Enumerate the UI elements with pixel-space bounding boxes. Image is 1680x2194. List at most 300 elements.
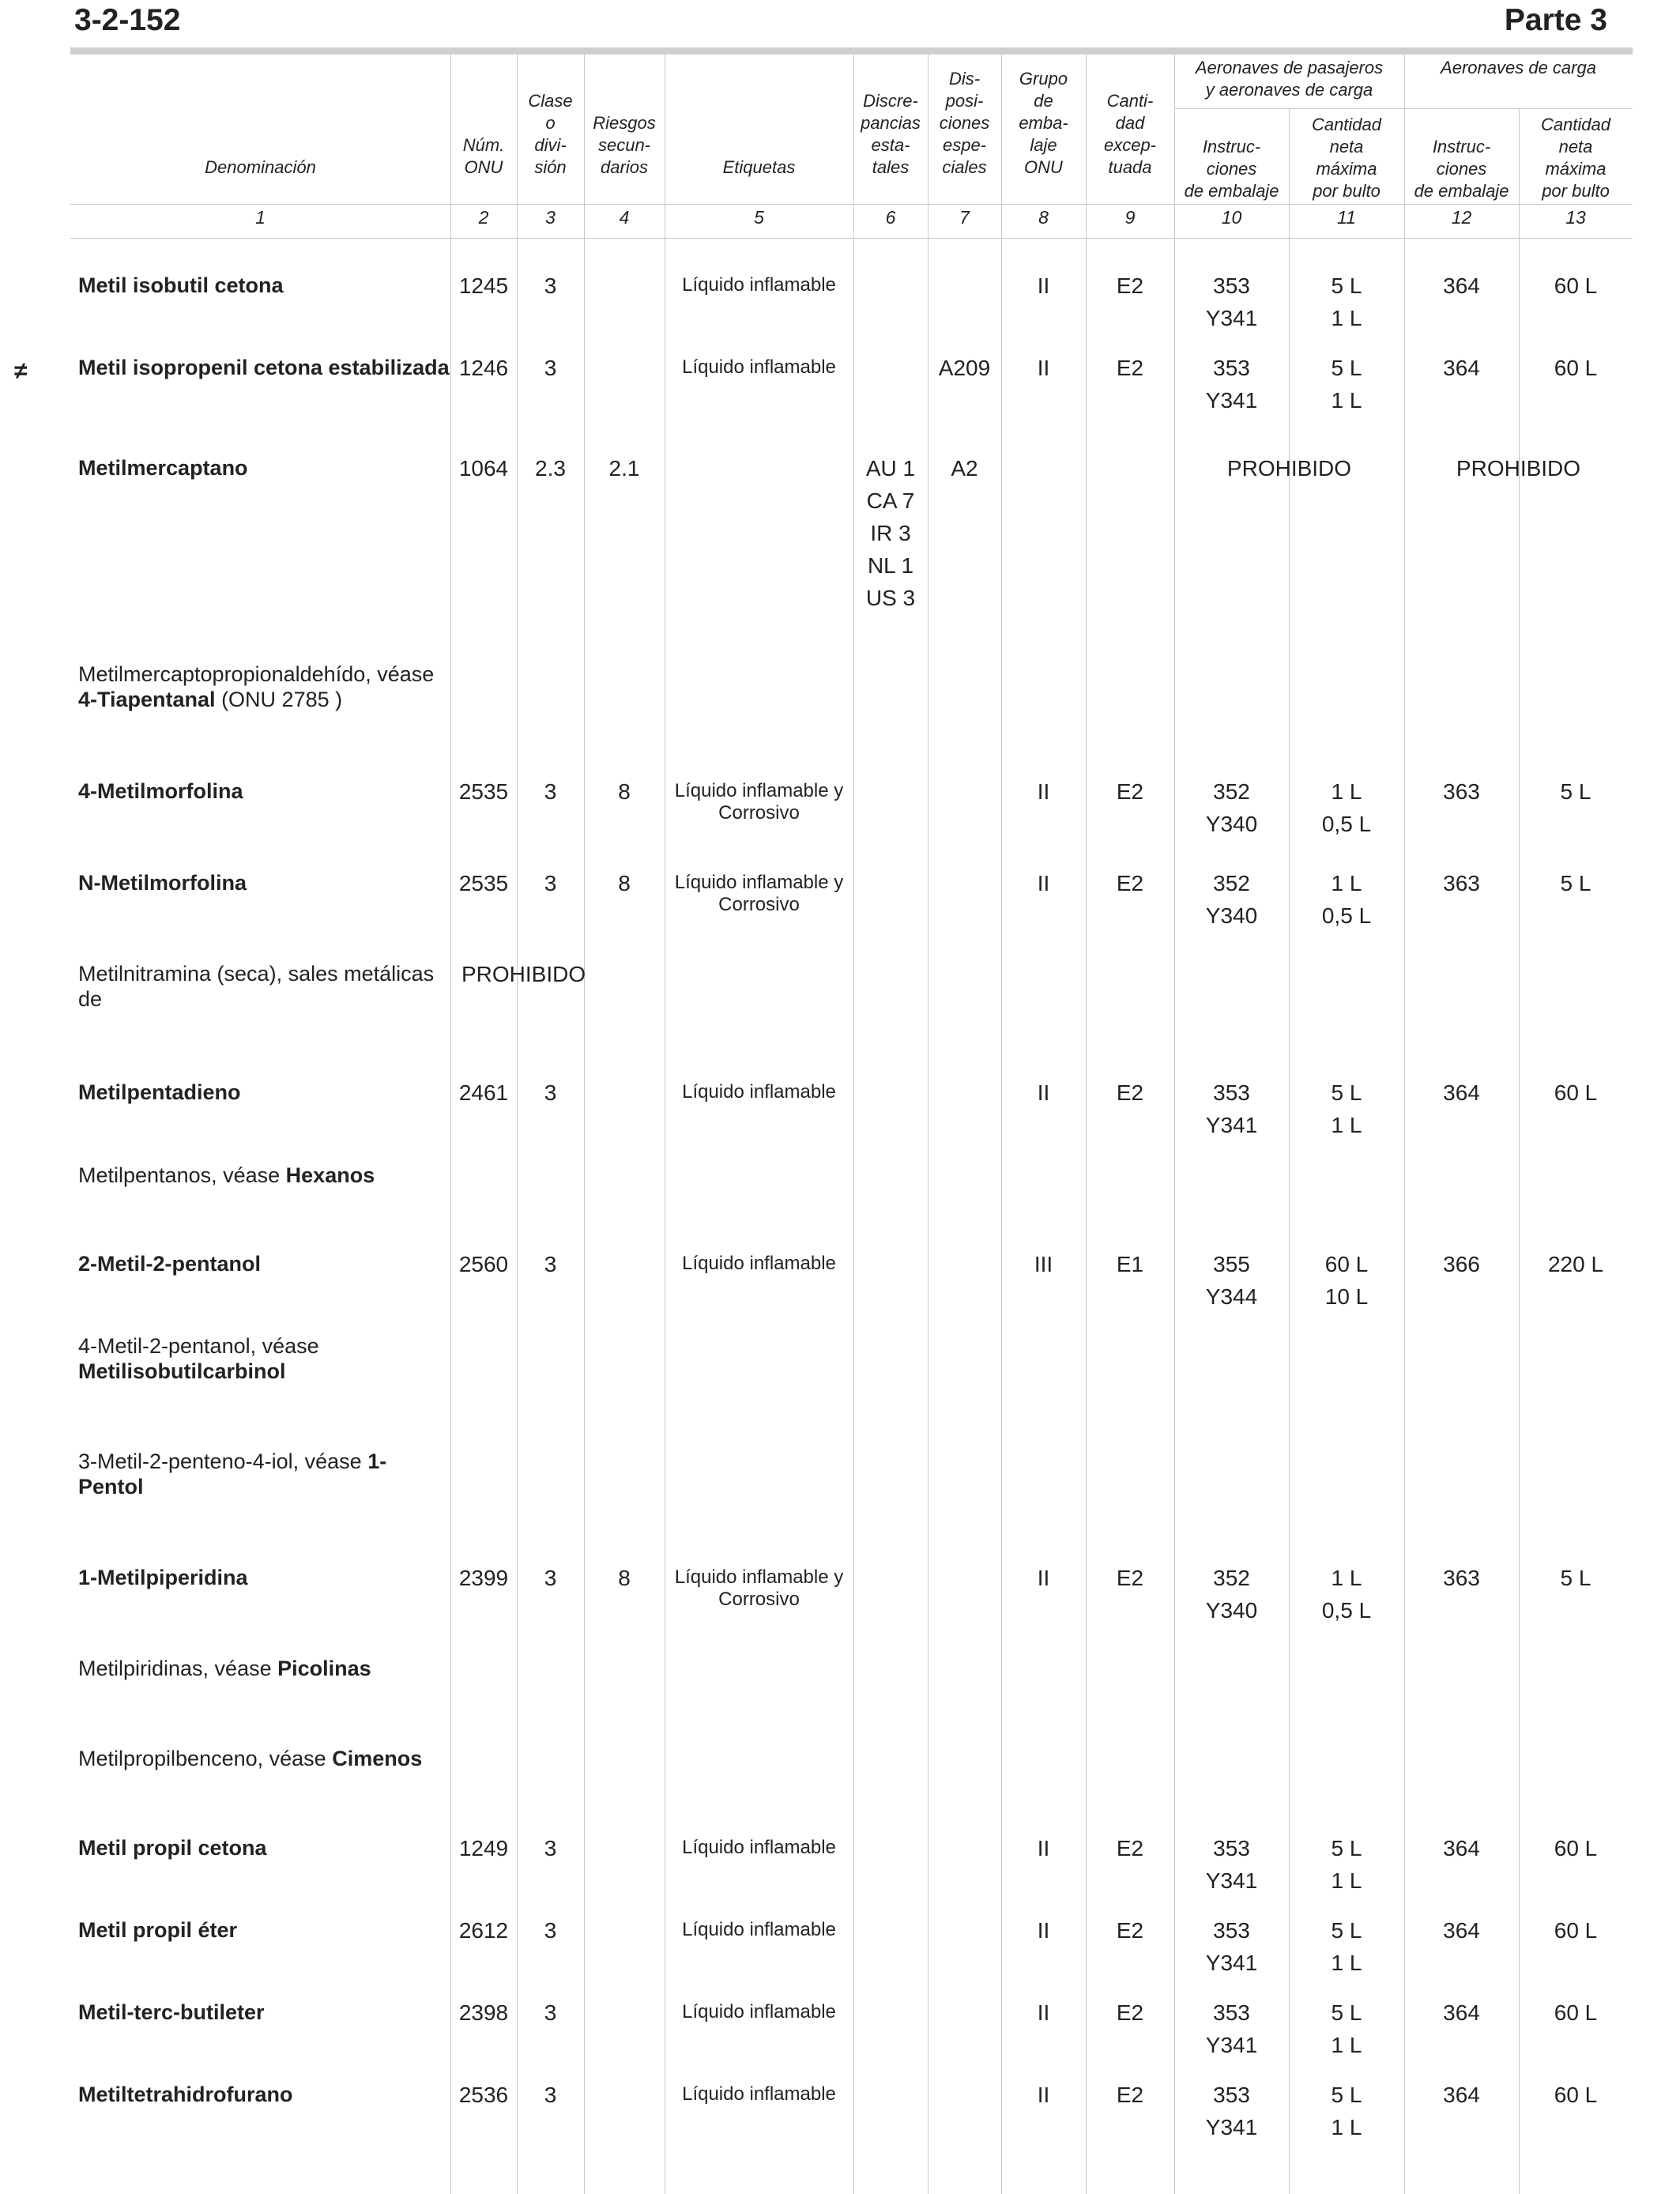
substance-name-bold: Cimenos xyxy=(332,1747,423,1770)
cell-line: 5 L xyxy=(1331,273,1362,298)
cell-line: E2 xyxy=(1116,2000,1144,2025)
cell-line: 2535 xyxy=(458,779,509,804)
cell-line: 5 L xyxy=(1331,1918,1362,1943)
cell-line: 3 xyxy=(544,273,557,298)
header-line: espe- xyxy=(942,135,987,155)
header-line: laje xyxy=(1030,135,1057,155)
cell-line: 1 L xyxy=(1331,2115,1362,2139)
onu-number xyxy=(450,1996,517,2029)
cargo-packing-instruction xyxy=(1404,1914,1519,1947)
class-division xyxy=(517,1832,584,1864)
cell-line: E2 xyxy=(1116,2083,1144,2107)
cell-line: E2 xyxy=(1116,1918,1144,1943)
column-number: 6 xyxy=(885,207,896,228)
substance-name xyxy=(78,355,450,380)
hazard-label: Líquido inflamable xyxy=(682,1837,836,1858)
cell-line: 2461 xyxy=(458,1080,509,1105)
header-line: de embalaje xyxy=(1414,181,1509,201)
substance-name xyxy=(78,1251,450,1276)
cell-line: US 3 xyxy=(865,586,916,610)
cell-line: 3 xyxy=(544,1836,557,1860)
cell-line: E2 xyxy=(1116,1566,1144,1590)
substance-name-bold: 1-Pentol xyxy=(78,1449,387,1498)
header-line: Núm. xyxy=(462,135,505,155)
cell-line: AU 1 xyxy=(865,456,916,481)
hazard-label: Líquido inflamable xyxy=(682,2001,836,2022)
header-line: Cantidad xyxy=(1311,115,1382,134)
column-divider xyxy=(1519,108,1520,2194)
header-disposiciones xyxy=(928,57,1001,179)
packing-group xyxy=(1001,1248,1086,1280)
cell-line: 3 xyxy=(544,1918,557,1943)
cell-line: 5 L xyxy=(1331,356,1362,380)
substance-name-bold: Metiltetrahidrofurano xyxy=(78,2083,293,2106)
header-line: Discre- xyxy=(863,91,918,111)
substance-name-bold: 4-Tiapentanal xyxy=(78,688,216,711)
excepted-quantity xyxy=(1086,1996,1174,2029)
substance-name xyxy=(78,1163,450,1188)
cell-line: 3 xyxy=(544,2083,557,2107)
header-line: Instruc- xyxy=(1202,137,1261,156)
class-division xyxy=(517,270,584,302)
cargo-max-quantity xyxy=(1519,1914,1633,1947)
cell-line: 3 xyxy=(544,1252,557,1276)
column-number: 8 xyxy=(1038,207,1049,228)
header-line: Aeronaves de pasajeros xyxy=(1195,58,1384,77)
excepted-quantity xyxy=(1086,867,1174,899)
passenger-max-quantity xyxy=(1289,2079,1404,2143)
cell-line: II xyxy=(1037,779,1050,804)
cargo-max-quantity xyxy=(1519,1996,1633,2029)
cell-line: 353 xyxy=(1213,1836,1250,1860)
cell-line: 363 xyxy=(1443,1566,1480,1590)
excepted-quantity xyxy=(1086,1914,1174,1947)
onu-number xyxy=(450,452,517,484)
cell-line: 1 L xyxy=(1331,306,1362,330)
column-number: 1 xyxy=(255,207,266,228)
class-division xyxy=(517,867,584,899)
header-line: neta xyxy=(1329,137,1364,156)
cell-line: 352 xyxy=(1213,779,1250,804)
class-division xyxy=(517,1248,584,1280)
substance-name xyxy=(78,1565,450,1590)
cell-line: 3 xyxy=(544,1080,557,1105)
substance-name-bold: Metilpentadieno xyxy=(78,1080,241,1104)
cargo-packing-instruction xyxy=(1404,1832,1519,1864)
substance-name-bold: Metilmercaptano xyxy=(78,456,248,480)
hazard-label: Líquido inflamable xyxy=(682,1081,836,1103)
header-line: por bulto xyxy=(1313,181,1381,201)
class-division xyxy=(517,1914,584,1947)
header-line: Instruc- xyxy=(1432,137,1491,156)
class-division xyxy=(517,2079,584,2111)
onu-number xyxy=(450,2079,517,2111)
passenger-packing-instruction xyxy=(1174,775,1289,840)
header-line: dad xyxy=(1115,113,1145,133)
header-line: ciones xyxy=(1206,159,1257,179)
cell-line: 8 xyxy=(618,779,631,804)
substance-name-bold: Metilisobutilcarbinol xyxy=(78,1359,286,1383)
cell-line: 2399 xyxy=(458,1566,509,1590)
cell-line: 220 L xyxy=(1547,1252,1604,1276)
cell-line: 353 xyxy=(1213,273,1250,298)
substance-name-bold: Hexanos xyxy=(285,1163,375,1187)
header-line: Etiquetas xyxy=(722,157,796,177)
cell-line: 3 xyxy=(544,871,557,895)
cell-line: 1 L xyxy=(1331,1951,1362,1975)
column-number: 5 xyxy=(754,207,764,228)
subsidiary-risk xyxy=(584,452,665,484)
cell-line: II xyxy=(1037,356,1050,380)
substance-name-bold: 2-Metil-2-pentanol xyxy=(78,1252,262,1276)
cargo-packing-instruction xyxy=(1404,1996,1519,2029)
cell-line: 2535 xyxy=(458,871,509,895)
cell-line: Y341 xyxy=(1205,1951,1258,1975)
excepted-quantity xyxy=(1086,352,1174,384)
column-number: 9 xyxy=(1124,207,1136,228)
substance-name xyxy=(78,662,450,712)
substance-name xyxy=(78,961,450,1012)
cell-line: 5 L xyxy=(1560,871,1591,895)
cell-line: 364 xyxy=(1443,1918,1480,1943)
cell-line: 352 xyxy=(1213,871,1250,895)
substance-name xyxy=(78,2000,450,2025)
column-number: 11 xyxy=(1337,207,1356,228)
class-division xyxy=(517,352,584,384)
header-num-onu xyxy=(450,57,517,179)
substance-name-bold: Metil isopropenil cetona estabilizada xyxy=(78,356,450,379)
special-provisions xyxy=(928,452,1001,484)
cargo-max-quantity xyxy=(1519,2079,1633,2111)
excepted-quantity xyxy=(1086,1562,1174,1594)
cell-line: E2 xyxy=(1116,1836,1144,1860)
cell-line: E2 xyxy=(1116,273,1144,298)
header-discrepancias xyxy=(853,57,928,179)
header-line: ciones xyxy=(1436,159,1487,179)
cell-line: 1 L xyxy=(1331,779,1362,804)
cell-line: 353 xyxy=(1213,356,1250,380)
cell-line: 1 L xyxy=(1331,1566,1362,1590)
cell-line: 2536 xyxy=(458,2083,509,2107)
substance-name-bold: 1-Metilpiperidina xyxy=(78,1566,248,1589)
cell-line: II xyxy=(1037,273,1050,298)
packing-group xyxy=(1001,867,1086,899)
onu-number xyxy=(450,1914,517,1947)
header-line: de xyxy=(1034,91,1053,111)
substance-name-bold: 4-Metilmorfolina xyxy=(78,779,243,803)
cell-line: III xyxy=(1034,1252,1053,1276)
onu-number xyxy=(450,1076,517,1109)
header-line: ciones xyxy=(939,113,990,133)
cell-line: II xyxy=(1037,2000,1050,2025)
passenger-packing-instruction xyxy=(1174,1562,1289,1627)
onu-number xyxy=(450,270,517,302)
cell-line: Y340 xyxy=(1205,903,1258,928)
cell-line: A2 xyxy=(951,456,978,481)
header-line: máxima xyxy=(1545,159,1607,179)
header-line: excep- xyxy=(1103,135,1157,155)
substance-name xyxy=(78,2082,450,2107)
packing-group xyxy=(1001,1076,1086,1109)
substance-name-text: Metilpropilbenceno, véase xyxy=(78,1747,333,1770)
cell-line: CA 7 xyxy=(866,488,915,513)
cell-line: Y341 xyxy=(1205,2033,1258,2057)
hazard-label: Líquido inflamable xyxy=(682,2083,836,2105)
header-instrucciones-pasajeros xyxy=(1174,111,1289,202)
cell-line: 60 L xyxy=(1554,1836,1598,1860)
substance-name xyxy=(78,1449,450,1499)
passenger-max-quantity xyxy=(1289,1076,1404,1141)
cargo-max-quantity xyxy=(1519,1076,1633,1109)
header-carga-group xyxy=(1404,54,1633,79)
passenger-max-quantity xyxy=(1289,867,1404,932)
class-division xyxy=(517,1562,584,1594)
cell-line: II xyxy=(1037,871,1050,895)
substance-name xyxy=(78,870,450,895)
cell-line: 1064 xyxy=(458,456,509,481)
substance-name-bold: Metil-terc-butileter xyxy=(78,2000,265,2024)
passenger-max-quantity xyxy=(1289,270,1404,334)
substance-name-text: 3-Metil-2-penteno-4-iol, véase xyxy=(78,1449,368,1473)
packing-group xyxy=(1001,2079,1086,2111)
header-etiquetas xyxy=(665,57,853,179)
cell-line: 5 L xyxy=(1331,2083,1362,2107)
cell-line: Y340 xyxy=(1205,812,1258,836)
excepted-quantity xyxy=(1086,1832,1174,1864)
header-line: sión xyxy=(534,157,567,177)
cargo-max-quantity xyxy=(1519,352,1633,384)
excepted-quantity xyxy=(1086,775,1174,808)
header-line: divi- xyxy=(534,135,567,155)
onu-number xyxy=(450,867,517,899)
cargo-max-quantity xyxy=(1519,1562,1633,1594)
cell-line: 355 xyxy=(1213,1252,1250,1276)
substance-name xyxy=(78,778,450,804)
passenger-max-quantity xyxy=(1289,1996,1404,2061)
subsidiary-risk xyxy=(584,1562,665,1594)
cell-line: 60 L xyxy=(1554,1918,1598,1943)
column-number: 2 xyxy=(478,207,489,228)
passenger-packing-instruction xyxy=(1174,1914,1289,1979)
substance-name-text: Metilpentanos, véase xyxy=(78,1163,286,1187)
onu-number xyxy=(450,352,517,384)
header-line: Grupo xyxy=(1019,69,1068,89)
special-provisions xyxy=(928,352,1001,384)
cell-line: 0,5 L xyxy=(1321,903,1372,928)
cell-line: 2612 xyxy=(458,1918,509,1943)
column-divider xyxy=(584,55,585,2194)
header-line: secun- xyxy=(597,135,651,155)
cell-line: 364 xyxy=(1443,273,1480,298)
passenger-packing-instruction xyxy=(1174,867,1289,932)
cell-line: 3 xyxy=(544,2000,557,2025)
header-line: máxima xyxy=(1316,159,1377,179)
cell-line: E1 xyxy=(1116,1252,1144,1276)
header-line: o xyxy=(545,113,556,133)
header-bottom-line xyxy=(70,204,1633,205)
cell-line: A209 xyxy=(938,356,991,380)
cell-line: 1 L xyxy=(1331,2033,1362,2057)
header-denominacion xyxy=(70,57,450,179)
forbidden-note: PROHIBIDO xyxy=(461,962,586,986)
cell-line: 2.3 xyxy=(535,456,566,481)
substance-name-bold: Metil propil éter xyxy=(78,1918,238,1942)
cell-line: Y341 xyxy=(1205,1868,1258,1893)
cell-line: 353 xyxy=(1213,1080,1250,1105)
packing-group xyxy=(1001,1832,1086,1864)
header-line: emba- xyxy=(1019,113,1068,133)
passenger-packing-instruction xyxy=(1174,1248,1289,1313)
cell-line: 1249 xyxy=(458,1836,509,1860)
header-line: ONU xyxy=(464,157,503,177)
onu-number xyxy=(450,1248,517,1280)
cell-line: 3 xyxy=(544,356,557,380)
cell-line: Y344 xyxy=(1205,1284,1258,1309)
cargo-packing-instruction xyxy=(1404,2079,1519,2111)
hazard-label: Líquido inflamable xyxy=(682,356,836,378)
hazard-label: Líquido inflamable xyxy=(682,274,836,296)
cell-line: 0,5 L xyxy=(1321,1598,1372,1623)
substance-name-text: Metilmercaptopropionaldehído, véase xyxy=(78,662,435,686)
cell-line: 1245 xyxy=(458,273,509,298)
cell-line: 8 xyxy=(618,1566,631,1590)
header-line: Riesgos xyxy=(593,113,656,133)
header-riesgos xyxy=(584,57,665,179)
substance-name xyxy=(78,1656,450,1681)
column-number: 7 xyxy=(959,207,970,228)
substance-name-bold: Metil isobutil cetona xyxy=(78,273,284,297)
passenger-prohibited: PROHIBIDO xyxy=(1226,456,1352,481)
packing-group xyxy=(1001,1562,1086,1594)
substance-name xyxy=(78,1746,450,1771)
cell-line: 352 xyxy=(1213,1566,1250,1590)
cell-line: 5 L xyxy=(1331,1836,1362,1860)
cell-line: 3 xyxy=(544,779,557,804)
cell-line: Y341 xyxy=(1205,306,1258,330)
substance-name-bold: N-Metilmorfolina xyxy=(78,871,247,895)
substance-name-bold: Picolinas xyxy=(277,1657,371,1680)
cargo-packing-instruction xyxy=(1404,867,1519,899)
passenger-max-quantity xyxy=(1289,1832,1404,1897)
header-line: por bulto xyxy=(1542,181,1610,201)
cargo-packing-instruction xyxy=(1404,1248,1519,1280)
cargo-max-quantity xyxy=(1519,270,1633,302)
column-number: 4 xyxy=(619,207,630,228)
header-line: tuada xyxy=(1108,157,1152,177)
cell-line: 364 xyxy=(1443,1836,1480,1860)
cell-line: II xyxy=(1037,1836,1050,1860)
hazard-label: Líquido inflamable xyxy=(682,1919,836,1940)
cell-line: E2 xyxy=(1116,1080,1144,1105)
cell-line: 2560 xyxy=(458,1252,509,1276)
cell-line: 363 xyxy=(1443,871,1480,895)
passenger-packing-instruction xyxy=(1174,1832,1289,1897)
cell-line: 60 L xyxy=(1554,2000,1598,2025)
cell-line: 0,5 L xyxy=(1321,812,1372,836)
cargo-max-quantity xyxy=(1519,775,1633,808)
onu-number xyxy=(450,775,517,808)
substance-name-text: Metilpiridinas, véase xyxy=(78,1657,278,1680)
cell-line: II xyxy=(1037,1566,1050,1590)
cell-line: 60 L xyxy=(1554,1080,1598,1105)
header-cantidad-carga xyxy=(1519,111,1633,202)
substance-name xyxy=(78,273,450,298)
header-line: Aeronaves de carga xyxy=(1441,58,1596,77)
cell-line: 364 xyxy=(1443,1080,1480,1105)
group-divider-line xyxy=(1174,108,1633,109)
onu-number xyxy=(450,1832,517,1864)
cell-line: 60 L xyxy=(1554,356,1598,380)
class-division xyxy=(517,1076,584,1109)
cell-line: 2.1 xyxy=(608,456,640,481)
cell-line: E2 xyxy=(1116,779,1144,804)
excepted-quantity xyxy=(1086,1248,1174,1280)
cell-line: 2398 xyxy=(458,2000,509,2025)
cargo-max-quantity xyxy=(1519,867,1633,899)
header-line: ONU xyxy=(1024,157,1063,177)
header-line: darios xyxy=(601,157,648,177)
header-cantidad-pasajeros xyxy=(1289,111,1404,202)
excepted-quantity xyxy=(1086,270,1174,302)
passenger-packing-instruction xyxy=(1174,2079,1289,2143)
substance-name-text: (ONU 2785 ) xyxy=(215,688,343,711)
cargo-packing-instruction xyxy=(1404,1562,1519,1594)
passenger-packing-instruction xyxy=(1174,352,1289,417)
packing-group xyxy=(1001,352,1086,384)
cell-line: E2 xyxy=(1116,871,1144,895)
excepted-quantity xyxy=(1086,1076,1174,1109)
header-line: y aeronaves de carga xyxy=(1205,80,1373,100)
column-number: 13 xyxy=(1565,207,1586,228)
substance-name xyxy=(78,1080,450,1105)
passenger-max-quantity xyxy=(1289,1248,1404,1313)
column-number: 12 xyxy=(1451,207,1472,228)
cell-line: 60 L xyxy=(1324,1252,1369,1276)
substance-name-text: 4-Metil-2-pentanol, véase xyxy=(78,1334,319,1358)
passenger-max-quantity xyxy=(1289,1914,1404,1979)
cell-line: 5 L xyxy=(1331,2000,1362,2025)
cell-line: E2 xyxy=(1116,356,1144,380)
column-divider xyxy=(853,55,854,2194)
cell-line: 60 L xyxy=(1554,2083,1598,2107)
cell-line: 1246 xyxy=(458,356,509,380)
cell-line: 353 xyxy=(1213,2083,1250,2107)
cell-line: 1 L xyxy=(1331,871,1362,895)
header-line: esta- xyxy=(871,135,910,155)
packing-group xyxy=(1001,775,1086,808)
header-line: Cantidad xyxy=(1540,115,1611,134)
colnum-bottom-line xyxy=(70,238,1633,239)
cell-line: 366 xyxy=(1443,1252,1480,1276)
cell-line: 1 L xyxy=(1331,1113,1362,1137)
class-division xyxy=(517,1996,584,2029)
header-grupo xyxy=(1001,57,1086,179)
hazard-label: Líquido inflamable y Corrosivo xyxy=(674,780,844,824)
cell-line: 3 xyxy=(544,1566,557,1590)
cell-line: 60 L xyxy=(1554,273,1598,298)
passenger-packing-instruction xyxy=(1174,1996,1289,2061)
cell-line: II xyxy=(1037,2083,1050,2107)
cargo-packing-instruction xyxy=(1404,352,1519,384)
cell-line: Y340 xyxy=(1205,1598,1258,1623)
substance-name-bold: Metil propil cetona xyxy=(78,1836,267,1860)
passenger-packing-instruction xyxy=(1174,1076,1289,1141)
cell-line: IR 3 xyxy=(870,521,911,545)
passenger-packing-instruction xyxy=(1174,270,1289,334)
cell-line: II xyxy=(1037,1918,1050,1943)
hazard-label: Líquido inflamable xyxy=(682,1253,836,1274)
excepted-quantity xyxy=(1086,2079,1174,2111)
